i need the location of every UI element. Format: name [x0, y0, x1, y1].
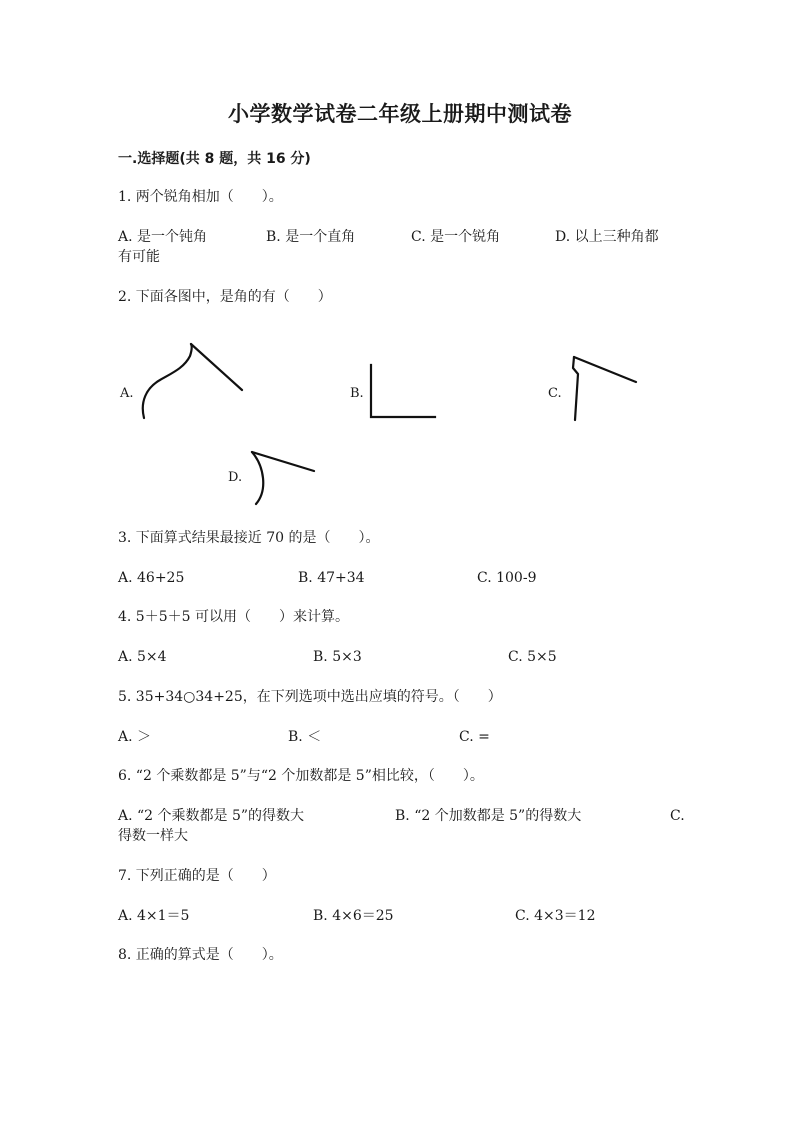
question-3: 3. 下面算式结果最接近 70 的是（ ）。 [118, 530, 380, 546]
q1-option-c: C. 是一个锐角 [411, 229, 501, 245]
q5-option-c: C. = [459, 729, 490, 745]
q4-option-a: A. 5×4 [118, 649, 167, 665]
question-1: 1. 两个锐角相加（ ）。 [118, 189, 283, 205]
q6-option-c-continuation: 得数一样大 [118, 828, 188, 844]
question-4: 4. 5＋5＋5 可以用（ ）来计算。 [118, 609, 349, 625]
question-7: 7. 下列正确的是（ ） [118, 868, 276, 884]
question-5: 5. 35+34○34+25，在下列选项中选出应填的符号。（ ） [118, 689, 502, 705]
figure-label-c: C. [548, 386, 562, 401]
page-title: 小学数学试卷二年级上册期中测试卷 [228, 101, 572, 126]
figure-a-curved-shape [138, 340, 248, 425]
figure-label-b: B. [350, 386, 364, 401]
figure-label-a: A. [120, 386, 134, 401]
figure-c-broken-shape [566, 352, 640, 424]
figure-label-d: D. [228, 470, 243, 485]
figure-d-curved-angle [244, 446, 320, 508]
q6-option-a: A. “2 个乘数都是 5”的得数大 [118, 808, 305, 824]
q1-option-b: B. 是一个直角 [266, 229, 356, 245]
q4-option-b: B. 5×3 [313, 649, 362, 665]
q7-option-b: B. 4×6＝25 [313, 908, 394, 924]
q1-option-d-continuation: 有可能 [118, 249, 160, 265]
q3-option-b: B. 47+34 [298, 570, 365, 586]
q1-option-a: A. 是一个钝角 [118, 229, 208, 245]
q3-option-a: A. 46+25 [118, 570, 185, 586]
q1-option-d: D. 以上三种角都 [555, 229, 659, 245]
q6-option-c: C. [670, 808, 685, 824]
figure-b-right-angle [366, 362, 438, 420]
question-8: 8. 正确的算式是（ ）。 [118, 947, 283, 963]
q7-option-a: A. 4×1＝5 [118, 908, 190, 924]
q5-option-b: B. ＜ [288, 729, 322, 745]
q7-option-c: C. 4×3＝12 [515, 908, 596, 924]
q6-option-b: B. “2 个加数都是 5”的得数大 [395, 808, 582, 824]
section-heading: 一.选择题(共 8 题，共 16 分) [118, 151, 311, 167]
q4-option-c: C. 5×5 [508, 649, 557, 665]
q3-option-c: C. 100-9 [477, 570, 537, 586]
q5-option-a: A. ＞ [118, 729, 152, 745]
question-6: 6. “2 个乘数都是 5”与“2 个加数都是 5”相比较，（ ）。 [118, 768, 484, 784]
question-2: 2. 下面各图中，是角的有（ ） [118, 289, 332, 305]
